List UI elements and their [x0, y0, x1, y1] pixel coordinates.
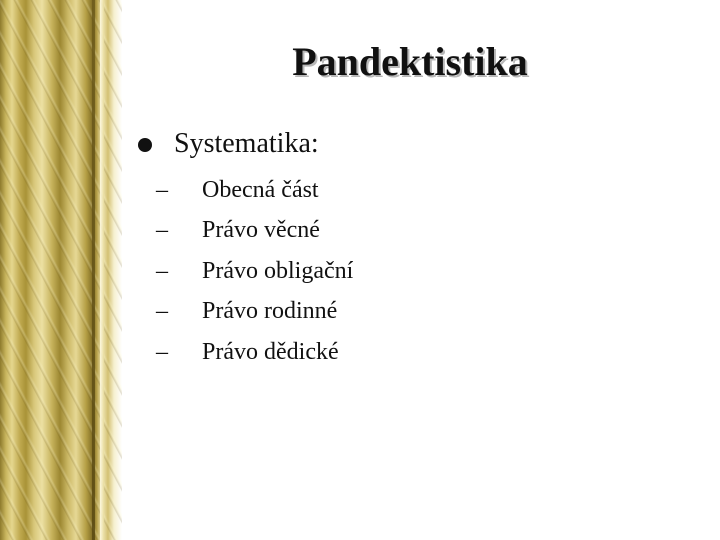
sub-list-item-text: Obecná část	[202, 176, 319, 203]
sub-list-item	[156, 332, 353, 373]
bullet-dot-icon	[138, 138, 152, 152]
sub-list-item	[156, 211, 353, 252]
border-shadow-line	[92, 0, 95, 540]
sub-list-item	[156, 292, 353, 333]
sub-list-item-text: Právo obligační	[202, 257, 354, 284]
dash-icon: –	[156, 257, 168, 284]
bullet-text: Systematika:	[174, 128, 319, 159]
sub-list-item	[156, 251, 353, 292]
slide-title: Pandektistika	[292, 39, 528, 84]
bullet-item	[138, 128, 319, 160]
dash-icon: –	[156, 338, 168, 365]
sub-list-item-text: Právo rodinné	[202, 298, 338, 325]
sub-list	[156, 170, 353, 373]
sub-list-item	[156, 170, 353, 211]
sub-list-item-text: Právo věcné	[202, 217, 320, 244]
border-light-line	[100, 0, 104, 540]
sub-list-item-text: Právo dědické	[202, 338, 339, 365]
decorative-left-border	[0, 0, 122, 540]
dash-icon: –	[156, 176, 168, 203]
dash-icon: –	[156, 298, 168, 325]
dash-icon: –	[156, 217, 168, 244]
